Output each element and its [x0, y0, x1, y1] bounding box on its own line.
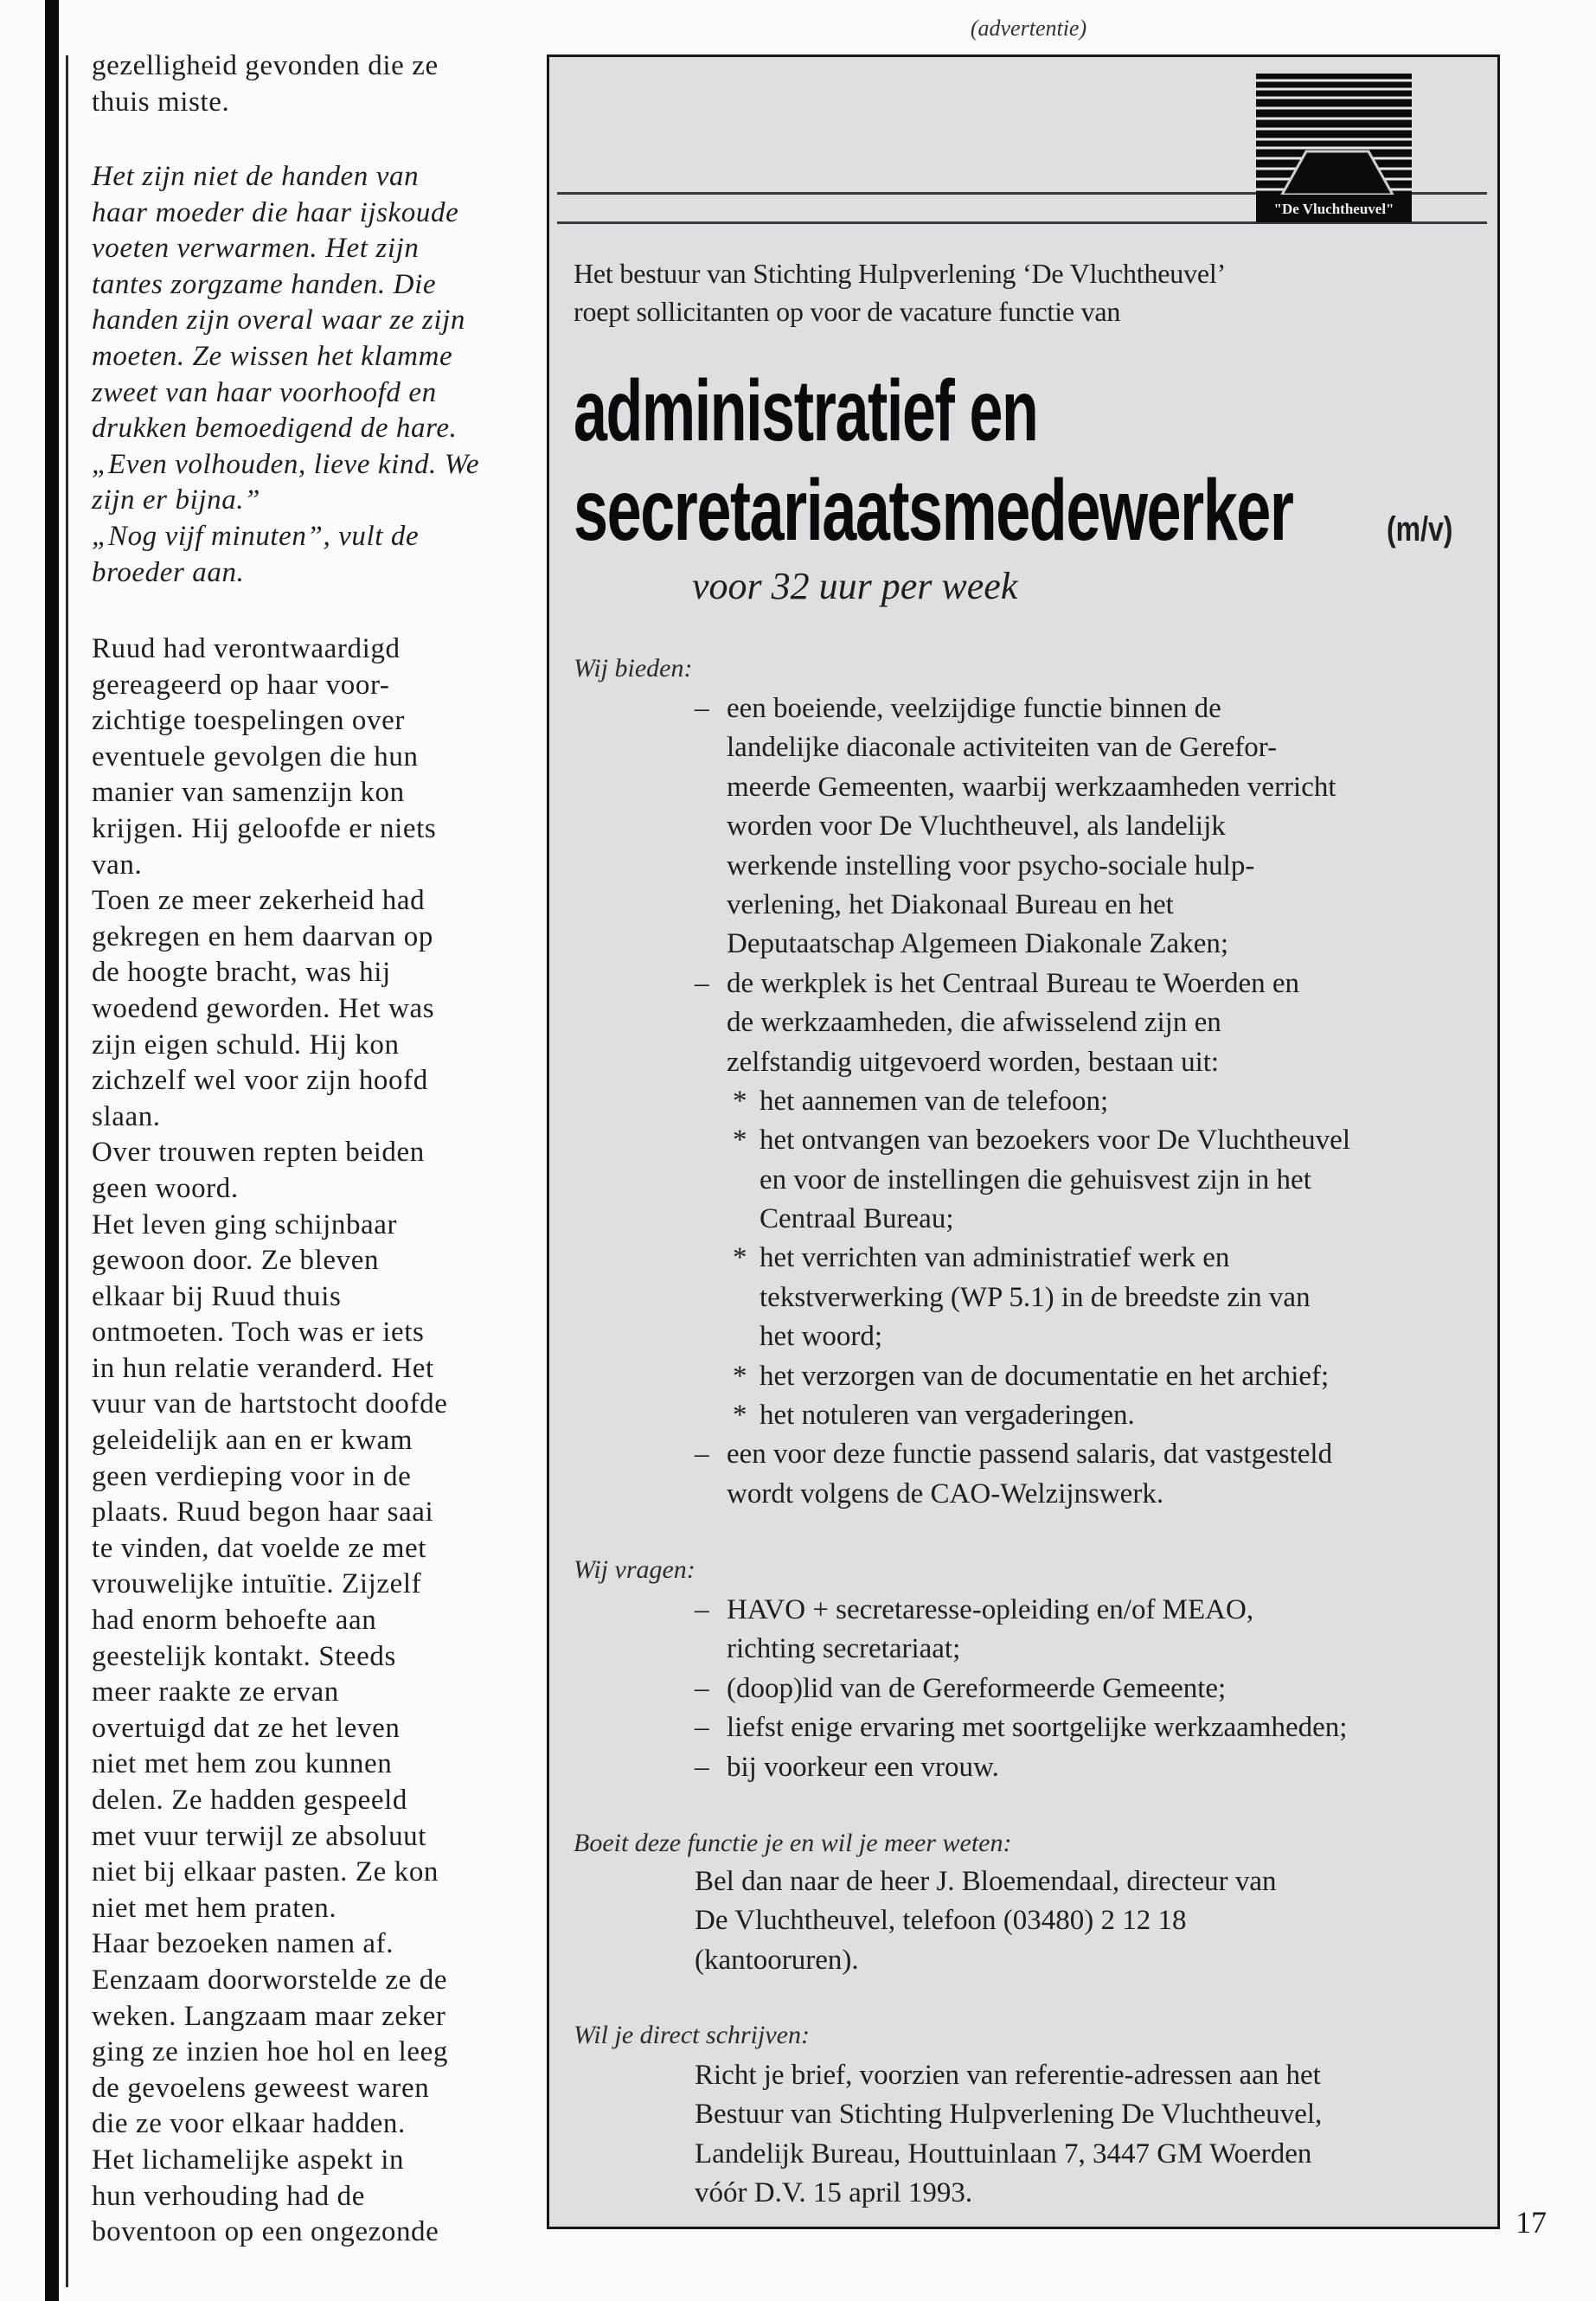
text-line: gekregen en hem daarvan op [92, 920, 433, 952]
text-line: ging ze inzien hoe hol en leeg [92, 2036, 449, 2068]
text-line: die ze voor elkaar hadden. [92, 2108, 406, 2140]
list-item [695, 1357, 1350, 1396]
text-line: niet bij elkaar pasten. Ze kon [92, 1856, 439, 1888]
story-paragraph-1 [92, 48, 524, 120]
list-item [695, 1396, 1350, 1435]
text-line: vuur van de hartstocht doofde [92, 1388, 448, 1420]
text-line: thuis miste. [92, 86, 230, 118]
logo-text: "De Vluchtheuvel" [1273, 201, 1394, 217]
advertisement-label: (advertentie) [970, 16, 1087, 41]
ad-intro [574, 254, 1226, 330]
asterisk-bullet-icon: * [733, 1360, 747, 1392]
list-item [695, 1161, 1350, 1200]
list-item-text: het verrichten van administratief werk en [760, 1242, 1230, 1274]
text-line: Het leven ging schijnbaar [92, 1208, 398, 1240]
text-line: zichtige toespelingen over [92, 705, 405, 737]
text-line: geestelijk kontakt. Steeds [92, 1640, 396, 1672]
hours-per-week: voor 32 uur per week [692, 565, 1018, 607]
list-item [695, 1003, 1350, 1042]
text-line: Ruud had verontwaardigd [92, 633, 401, 664]
text-line: boventoon op een ongezonde [92, 2216, 439, 2248]
text-line: broeder aan. [92, 556, 245, 588]
list-item-text: HAVO + secretaresse-opleiding en/of MEAO, [727, 1594, 1254, 1625]
list-item-text: zelfstandig uitgevoerd worden, bestaan uit: [727, 1046, 1220, 1078]
list-item-text: een voor deze functie passend salaris, dat vastgesteld [727, 1439, 1333, 1471]
list-item [695, 1475, 1350, 1514]
list-item-text: werkende instelling voor psycho-sociale hulp- [727, 849, 1255, 881]
text-line: haar moeder die haar ijskoude [92, 196, 459, 228]
text-line: gezelligheid gevonden die ze [92, 50, 439, 81]
list-item-text: de werkplek is het Centraal Bureau te Woerden en [727, 967, 1299, 999]
text-line: Bel dan naar de heer J. Bloemendaal, directeur van [695, 1866, 1277, 1897]
text-line: meer raakte ze ervan [92, 1676, 339, 1708]
list-item-text: en voor de instellingen die gehuisvest zijn in het [760, 1163, 1311, 1195]
list-item [695, 1708, 1347, 1747]
dash-bullet-icon: – [695, 1751, 709, 1783]
text-line: plaats. Ruud begon haar saai [92, 1497, 434, 1529]
text-line: (kantooruren). [695, 1944, 859, 1976]
requirements-list [695, 1591, 1347, 1787]
list-item-text: meerde Gemeenten, waarbij werkzaamheden verricht [727, 771, 1336, 803]
list-item-text: landelijke diaconale activiteiten van de Gerefor- [727, 732, 1278, 764]
text-line: niet met hem praten. [92, 1892, 337, 1924]
list-item [695, 1591, 1347, 1630]
text-line: krijgen. Hij geloofde er niets [92, 812, 437, 844]
list-item-text: tekstverwerking (WP 5.1) in de breedste zin van [760, 1281, 1311, 1313]
text-line: had enorm behoefte aan [92, 1605, 377, 1637]
list-item-text: verlening, het Diakonaal Bureau en het [727, 888, 1174, 920]
list-item [695, 1670, 1347, 1708]
text-line: ontmoeten. Toch was er iets [92, 1317, 425, 1349]
list-item [695, 807, 1350, 846]
list-item-text: het ontvangen van bezoekers voor De Vluchtheuvel [760, 1125, 1350, 1157]
text-line: geen woord. [92, 1172, 239, 1204]
text-line: woedend geworden. Het was [92, 992, 435, 1024]
list-item-text: worden voor De Vluchtheuvel, als landelijk [727, 811, 1226, 843]
text-line: zweet van haar voorhoofd en [92, 376, 437, 408]
text-line: hun verhouding had de [92, 2180, 365, 2212]
list-item [695, 1748, 1347, 1787]
list-item-text: het woord; [760, 1321, 883, 1353]
contact-heading: Boeit deze functie je en wil je meer weten: [574, 1829, 1012, 1857]
page-edge-bar [45, 0, 59, 2301]
dash-bullet-icon: – [695, 1439, 709, 1471]
list-item [695, 1200, 1350, 1239]
dash-bullet-icon: – [695, 967, 709, 999]
list-item [695, 1630, 1347, 1669]
text-line: manier van samenzijn kon [92, 777, 405, 809]
list-item-text: Deputaatschap Algemeen Diakonale Zaken; [727, 928, 1229, 960]
text-line: eventuele gevolgen die hun [92, 740, 419, 772]
list-item [695, 768, 1350, 807]
text-line: in hun relatie veranderd. Het [92, 1352, 434, 1384]
list-item-text: bij voorkeur een vrouw. [727, 1751, 999, 1783]
asterisk-bullet-icon: * [733, 1085, 747, 1117]
apply-text [695, 2056, 1322, 2214]
text-line: moeten. Ze wissen het klamme [92, 340, 453, 372]
text-line: geleidelijk aan en er kwam [92, 1425, 413, 1457]
list-item-text: liefst enige ervaring met soortgelijke werkzaamheden; [727, 1712, 1348, 1744]
asterisk-bullet-icon: * [733, 1125, 747, 1157]
text-line: De Vluchtheuvel, telefoon (03480) 2 12 18 [695, 1905, 1187, 1937]
text-line: drukken bemoedigend de hare. [92, 413, 458, 445]
text-line: gereageerd op haar voor- [92, 669, 390, 701]
list-item [695, 1121, 1350, 1160]
list-item [695, 1082, 1350, 1121]
text-line: zijn eigen schuld. Hij kon [92, 1029, 400, 1061]
text-line: de hoogte bracht, was hij [92, 957, 391, 989]
gender-note: (m/v) [1387, 510, 1453, 548]
text-line: Het lichamelijke aspekt in [92, 2144, 405, 2176]
list-item [695, 847, 1350, 886]
job-title-line-1: administratief en [574, 362, 1038, 459]
text-line: voeten verwarmen. Het zijn [92, 233, 420, 265]
text-line: Eenzaam doorworstelde ze de [92, 1964, 448, 1996]
job-title-line-2: secretariaatsmedewerker [574, 462, 1293, 559]
text-line: Toen ze meer zekerheid had [92, 885, 426, 917]
text-line: Haar bezoeken namen af. [92, 1928, 394, 1960]
text-line: „Even volhouden, lieve kind. We [92, 448, 480, 480]
text-line: slaan. [92, 1100, 161, 1132]
text-line: geen verdieping voor in de [92, 1460, 412, 1492]
list-item [695, 1279, 1350, 1317]
list-item-text: een boeiende, veelzijdige functie binnen de [727, 693, 1221, 724]
text-line: overtuigd dat ze het leven [92, 1712, 401, 1744]
text-line: Bestuur van Stichting Hulpverlening De Vluchtheuvel, [695, 2099, 1323, 2131]
list-item-text: het notuleren van vergaderingen. [760, 1400, 1135, 1432]
list-item-text: Centraal Bureau; [760, 1203, 954, 1235]
text-line: van. [92, 849, 143, 881]
story-italic-passage [92, 159, 524, 591]
text-line: gewoon door. Ze bleven [92, 1245, 380, 1277]
requirements-heading: Wij vragen: [574, 1555, 695, 1584]
text-line: Het bestuur van Stichting Hulpverlening ‘De Vluchtheuvel’ [574, 258, 1227, 289]
list-item-text: richting secretariaat; [727, 1633, 961, 1665]
apply-heading: Wil je direct schrijven: [574, 2021, 810, 2049]
text-line: te vinden, dat voelde ze met [92, 1532, 426, 1564]
text-line: zijn er bijna.” [92, 484, 261, 516]
text-line: vrouwelijke intuïtie. Zijzelf [92, 1568, 422, 1600]
text-line: met vuur terwijl ze absoluut [92, 1820, 427, 1852]
list-item [695, 689, 1350, 728]
text-line: tantes zorgzame handen. Die [92, 268, 437, 300]
offer-heading: Wij bieden: [574, 654, 693, 683]
offer-list [695, 689, 1350, 1514]
list-item-text: (doop)lid van de Gereformeerde Gemeente; [727, 1672, 1227, 1704]
de-vluchtheuvel-logo [1256, 74, 1412, 222]
list-item-text: het verzorgen van de documentatie en het archief; [760, 1360, 1330, 1392]
text-line: niet met hem zou kunnen [92, 1748, 393, 1780]
dash-bullet-icon: – [695, 1672, 709, 1704]
dash-bullet-icon: – [695, 1594, 709, 1625]
text-line: handen zijn overal waar ze zijn [92, 304, 466, 336]
asterisk-bullet-icon: * [733, 1400, 747, 1432]
text-line: Over trouwen repten beiden [92, 1137, 425, 1169]
text-line: zichzelf wel voor zijn hoofd [92, 1065, 428, 1097]
list-item [695, 1043, 1350, 1082]
text-line: Landelijk Bureau, Houttuinlaan 7, 3447 GM Woerden [695, 2138, 1312, 2170]
dash-bullet-icon: – [695, 1712, 709, 1744]
text-line: elkaar bij Ruud thuis [92, 1280, 342, 1312]
list-item [695, 1435, 1350, 1474]
list-item [695, 728, 1350, 767]
text-line: weken. Langzaam maar zeker [92, 2000, 446, 2032]
text-line: Richt je brief, voorzien van referentie-adressen aan het [695, 2060, 1321, 2091]
text-line: Het zijn niet de handen van [92, 161, 420, 192]
list-item [695, 886, 1350, 925]
list-item-text: de werkzaamheden, die afwisselend zijn en [727, 1007, 1221, 1039]
asterisk-bullet-icon: * [733, 1242, 747, 1274]
column-rule [66, 55, 68, 2287]
list-item [695, 1317, 1350, 1356]
text-line: delen. Ze hadden gespeeld [92, 1785, 408, 1816]
list-item [695, 925, 1350, 964]
list-item-text: het aannemen van de telefoon; [760, 1085, 1109, 1117]
text-line: roept sollicitanten op voor de vacature functie van [574, 296, 1121, 327]
list-item [695, 1239, 1350, 1278]
contact-text [695, 1862, 1277, 1980]
text-line: vóór D.V. 15 april 1993. [695, 2177, 973, 2209]
dash-bullet-icon: – [695, 693, 709, 724]
text-line: „Nog vijf minuten”, vult de [92, 520, 420, 552]
list-item [695, 965, 1350, 1003]
text-line: de gevoelens geweest waren [92, 2072, 430, 2104]
list-item-text: wordt volgens de CAO-Welzijnswerk. [727, 1477, 1164, 1509]
story-body [92, 631, 524, 2251]
page-number: 17 [1516, 2205, 1547, 2240]
